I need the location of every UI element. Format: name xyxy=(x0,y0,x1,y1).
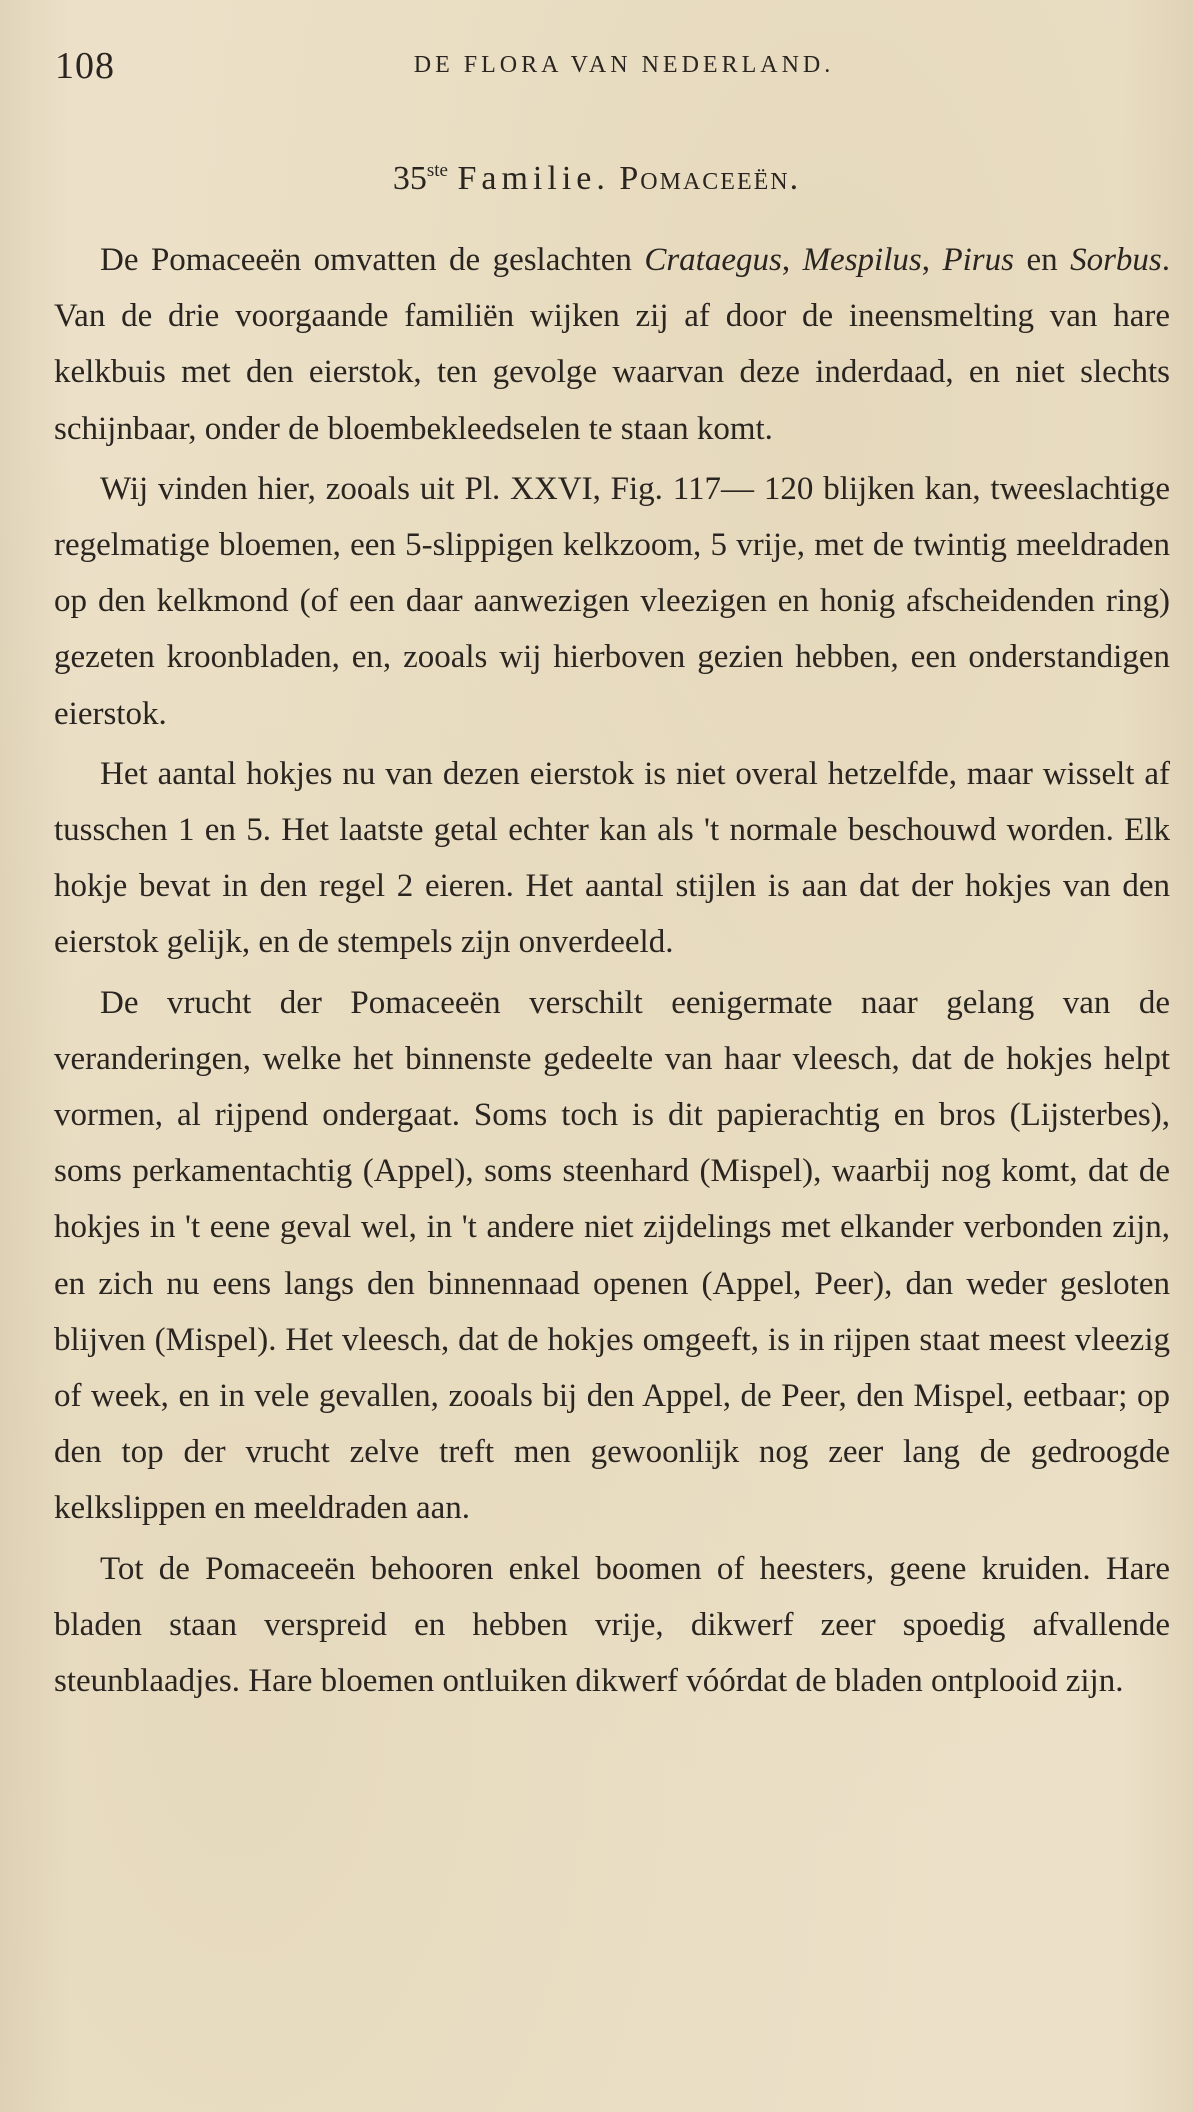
genus-mespilus: Mespilus xyxy=(802,242,922,278)
paragraph-5: Tot de Pomaceeën behooren enkel boomen of heesters, geene kruiden. Hare bladen staan verspreid en hebben vrije, dikwerf zeer spoedig afvallende steunblaadjes. Hare bloemen ontluiken dikwerf vóórdat de bladen ontplooid zijn. xyxy=(54,1550,1170,1700)
paragraph-1-text-a: De Pomaceeën omvatten de geslachten xyxy=(100,242,645,278)
page-number: 108 xyxy=(55,45,115,87)
genus-pirus: Pirus xyxy=(942,242,1014,278)
paragraph-1-text-b: , xyxy=(781,242,803,278)
genus-sorbus: Sorbus xyxy=(1070,242,1162,278)
section-number xyxy=(393,160,448,197)
paragraph-1 xyxy=(54,232,1170,457)
section-ordinal-suffix: ste xyxy=(426,160,448,181)
section-heading xyxy=(0,160,1193,198)
section-family-name: Pomaceeën. xyxy=(619,160,801,197)
genus-crataegus: Crataegus xyxy=(644,242,782,278)
paragraph-1-text-e: . Van de drie voorgaande familiën wijken zij af door de ineensmelting van hare kelkbuis met den eierstok, ten gevolge waarvan deze inderdaad, en niet slechts schijnbaar, onder de bloembekleedselen te staan komt. xyxy=(54,242,1171,447)
paragraph-2: Wij vinden hier, zooals uit Pl. XXVI, Fig. 117— 120 blijken kan, tweeslachtige regelmatige bloemen, een 5-slippigen kelkzoom, 5 vrije, met de twintig meeldraden op den kelkmond (of een daar aanwezigen vleezigen en honig afscheidenden ring) gezeten kroonbladen, en, zooals wij hierboven gezien hebben, een onderstandigen eierstok. xyxy=(54,470,1170,732)
paragraph-4: De vrucht der Pomaceeën verschilt eenigermate naar gelang van de veranderingen, welke het binnenste gedeelte van haar vleesch, dat de hokjes helpt vormen, al rijpend ondergaat. Soms toch is dit papierachtig en bros (Lijsterbes), soms perkamentachtig (Appel), soms steenhard (Mispel), waarbij nog komt, dat de hokjes in 't eene geval wel, in 't andere niet zijdelings met elkander verbonden zijn, en zich nu eens langs den binnennaad openen (Appel, Peer), dan weder gesloten blijven (Mispel). Het vleesch, dat de hokjes omgeeft, is in rijpen staat meest vleezig of week, en in vele gevallen, zooals bij den Appel, de Peer, den Mispel, eetbaar; op den top der vrucht zelve treft men gewoonlijk nog zeer lang de gedroogde kelkslippen en meeldraden aan. xyxy=(54,984,1170,1527)
body-text xyxy=(54,232,1170,1713)
section-family-word: Familie. xyxy=(457,160,610,197)
paragraph-1-text-c: , xyxy=(921,242,943,278)
section-number-digits: 35 xyxy=(392,160,427,197)
paragraph-1-text-d: en xyxy=(1013,242,1071,278)
paragraph-3: Het aantal hokjes nu van dezen eierstok is niet overal hetzelfde, maar wisselt af tusschen 1 en 5. Het laatste getal echter kan als 't normale beschouwd worden. Elk hokje bevat in den regel 2 eieren. Het aantal stijlen is aan dat der hokjes van den eierstok gelijk, en de stempels zijn onverdeeld. xyxy=(54,755,1170,961)
running-header xyxy=(55,44,1153,94)
running-title: DE FLORA VAN NEDERLAND. xyxy=(413,52,835,78)
